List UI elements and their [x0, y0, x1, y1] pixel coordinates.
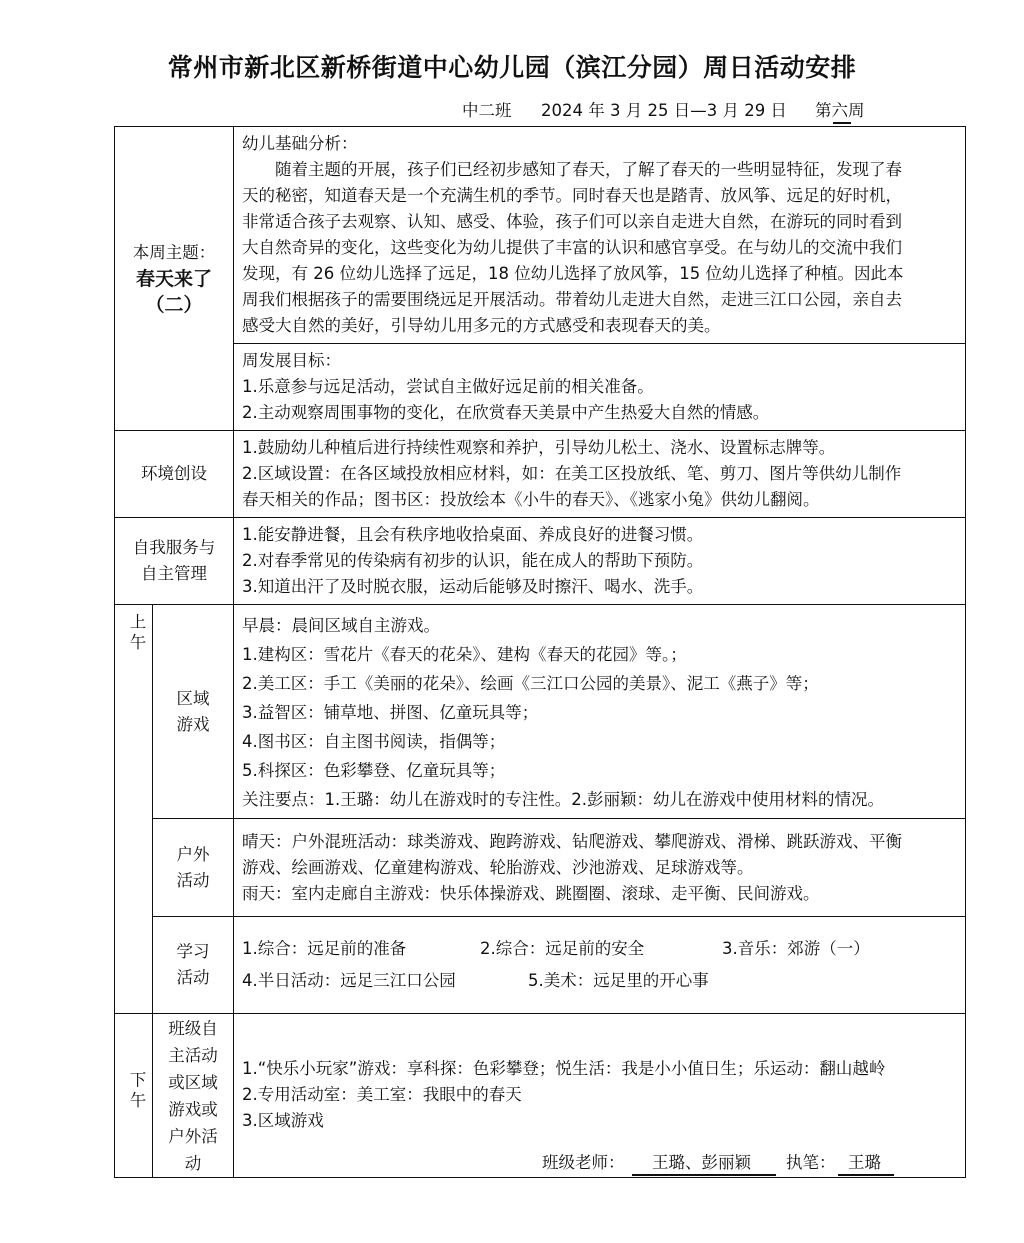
afternoon-activity-label-line: 或区域 — [168, 1072, 218, 1092]
analysis-line: 非常适合孩子去观察、认知、感受、体验，孩子们可以亲自走进大自然，在游玩的同时看到 — [242, 212, 902, 231]
area-games-line: 关注要点：1.王璐：幼儿在游戏时的专注性。2.彭丽颖：幼儿在游戏中使用材料的情况。 — [242, 790, 884, 809]
goal-item: 2.主动观察周围事物的变化，在欣赏春天美景中产生热爱大自然的情感。 — [242, 403, 770, 422]
area-games-label-line: 区域 — [176, 688, 210, 708]
writer-underline — [838, 1174, 894, 1176]
afternoon-activity-label-line: 游戏或 — [168, 1099, 218, 1119]
self-service-cell — [234, 518, 966, 605]
goals-cell — [234, 344, 966, 431]
theme-cell — [115, 127, 234, 431]
afternoon-label — [115, 1014, 153, 1178]
analysis-line: 天的秘密，知道春天是一个充满生机的季节。同时春天也是踏青、放风筝、远足的好时机， — [242, 186, 902, 205]
outdoor-label-line: 户外 — [176, 844, 210, 864]
area-games-label-line: 游戏 — [176, 714, 210, 734]
learning-label — [153, 917, 234, 1014]
goal-item: 1.乐意参与远足活动，尝试自主做好远足前的相关准备。 — [242, 377, 654, 396]
area-games-line: 4.图书区：自主图书阅读，指偶等； — [242, 732, 506, 751]
analysis-line: 发现，有 26 位幼儿选择了远足，18 位幼儿选择了放风筝，15 位幼儿选择了种植。因此本 — [242, 264, 904, 283]
area-games-label — [153, 605, 234, 819]
learning-item: 3.音乐：郊游（一） — [722, 939, 870, 958]
afternoon-line: 2.专用活动室：美工室：我眼中的春天 — [242, 1085, 522, 1104]
analysis-heading: 幼儿基础分析： — [242, 134, 358, 153]
self-service-line: 1.能安静进餐，且会有秩序地收拾桌面、养成良好的进餐习惯。 — [242, 525, 704, 544]
learning-item: 1.综合：远足前的准备 — [242, 939, 407, 958]
area-games-line: 2.美工区：手工《美丽的花朵》、绘画《三江口公园的美景》、泥工《燕子》等； — [242, 674, 819, 693]
afternoon-activity-label-line: 动 — [184, 1153, 202, 1173]
analysis-line: 随着主题的开展，孩子们已经初步感知了春天，了解了春天的一些明显特征，发现了春 — [275, 160, 902, 179]
afternoon-activity-label — [153, 1014, 234, 1178]
teacher-names: 王璐、彭丽颖 — [652, 1153, 751, 1172]
schedule-table — [114, 126, 966, 1178]
environment-label: 环境创设 — [115, 431, 234, 518]
area-games-line: 1.建构区：雪花片《春天的花朵》、建构《春天的花园》等。； — [242, 645, 687, 664]
week-underline — [833, 122, 851, 124]
afternoon-label-text: 下午 — [127, 1071, 146, 1112]
theme-name-sub: （二） — [145, 293, 203, 316]
outdoor-line: 晴天：户外混班活动：球类游戏、跑跨游戏、钻爬游戏、攀爬游戏、滑梯、跳跃游戏、平衡 — [242, 831, 902, 851]
writer-label: 执笔： — [786, 1153, 836, 1172]
self-service-line: 3.知道出汗了及时脱衣服，运动后能够及时擦汗、喝水、洗手。 — [242, 577, 704, 596]
afternoon-activity-label-line: 班级自 — [168, 1018, 218, 1038]
environment-cell — [234, 431, 966, 518]
class-name: 中二班 — [462, 101, 512, 120]
environment-line: 1.鼓励幼儿种植后进行持续性观察和养护，引导幼儿松土、浇水、设置标志牌等。 — [242, 438, 836, 457]
outdoor-line: 雨天：室内走廊自主游戏：快乐体操游戏、跳圈圈、滚球、走平衡、民间游戏。 — [242, 883, 820, 903]
learning-label-line: 学习 — [176, 942, 210, 961]
afternoon-activity-label-line: 户外活 — [168, 1126, 218, 1146]
learning-row — [242, 933, 959, 965]
analysis-line: 周我们根据孩子的需要围绕远足开展活动。带着幼儿走进大自然，走进三江口公园，亲自去 — [242, 290, 902, 309]
self-service-line: 2.对春季常见的传染病有初步的认识，能在成人的帮助下预防。 — [242, 551, 704, 570]
area-games-cell — [234, 605, 966, 819]
date-range: 2024 年 3 月 25 日—3 月 29 日 — [541, 101, 787, 120]
learning-row — [242, 965, 959, 997]
learning-item: 2.综合：远足前的安全 — [480, 939, 645, 958]
outdoor-label — [153, 819, 234, 917]
self-service-label-line: 自主管理 — [141, 564, 207, 583]
theme-label: 本周主题： — [132, 242, 216, 262]
theme-name: 春天来了 — [135, 267, 212, 290]
learning-label-line: 活动 — [176, 968, 210, 987]
afternoon-line: 1.“快乐小玩家”游戏：享科探：色彩攀登；悦生活：我是小小值日生；乐运动：翻山越岭 — [242, 1059, 886, 1078]
page-title: 常州市新北区新桥街道中心幼儿园（滨江分园）周日活动安排 — [167, 53, 857, 82]
learning-cell — [234, 917, 966, 1014]
area-games-line: 早晨：晨间区域自主游戏。 — [242, 616, 440, 635]
self-service-label — [115, 518, 234, 605]
analysis-line: 大自然奇异的变化，这些变化为幼儿提供了丰富的认识和感官享受。在与幼儿的交流中我们 — [242, 238, 902, 257]
environment-line: 2.区域设置：在各区域投放相应材料，如：在美工区投放纸、笔、剪刀、图片等供幼儿制作 — [242, 464, 902, 483]
analysis-cell — [234, 127, 966, 344]
afternoon-line: 3.区域游戏 — [242, 1111, 324, 1130]
analysis-line: 感受大自然的美好，引导幼儿用多元的方式感受和表现春天的美。 — [242, 316, 721, 335]
morning-label-text: 上午 — [127, 613, 146, 654]
area-games-line: 3.益智区：铺草地、拼图、亿童玩具等； — [242, 703, 539, 722]
self-service-label-line: 自我服务与 — [132, 538, 216, 557]
environment-line: 春天相关的作品；图书区：投放绘本《小牛的春天》、《逃家小兔》供幼儿翻阅。 — [242, 490, 820, 509]
outdoor-line: 游戏、绘画游戏、亿童建构游戏、轮胎游戏、沙池游戏、足球游戏等。 — [242, 857, 754, 877]
outdoor-cell — [234, 819, 966, 917]
learning-item: 5.美术：远足里的开心事 — [528, 971, 709, 990]
learning-item: 4.半日活动：远足三江口公园 — [242, 971, 456, 990]
teacher-underline — [632, 1174, 776, 1176]
outdoor-label-line: 活动 — [176, 870, 210, 890]
area-games-line: 5.科探区：色彩攀登、亿童玩具等； — [242, 761, 506, 780]
writer-name: 王璐 — [848, 1153, 881, 1172]
teacher-label: 班级老师： — [542, 1153, 625, 1172]
afternoon-activity-label-line: 主活动 — [168, 1045, 218, 1065]
goals-heading: 周发展目标： — [242, 351, 341, 370]
week-number: 第六周 — [815, 101, 865, 120]
morning-label — [115, 605, 153, 1014]
